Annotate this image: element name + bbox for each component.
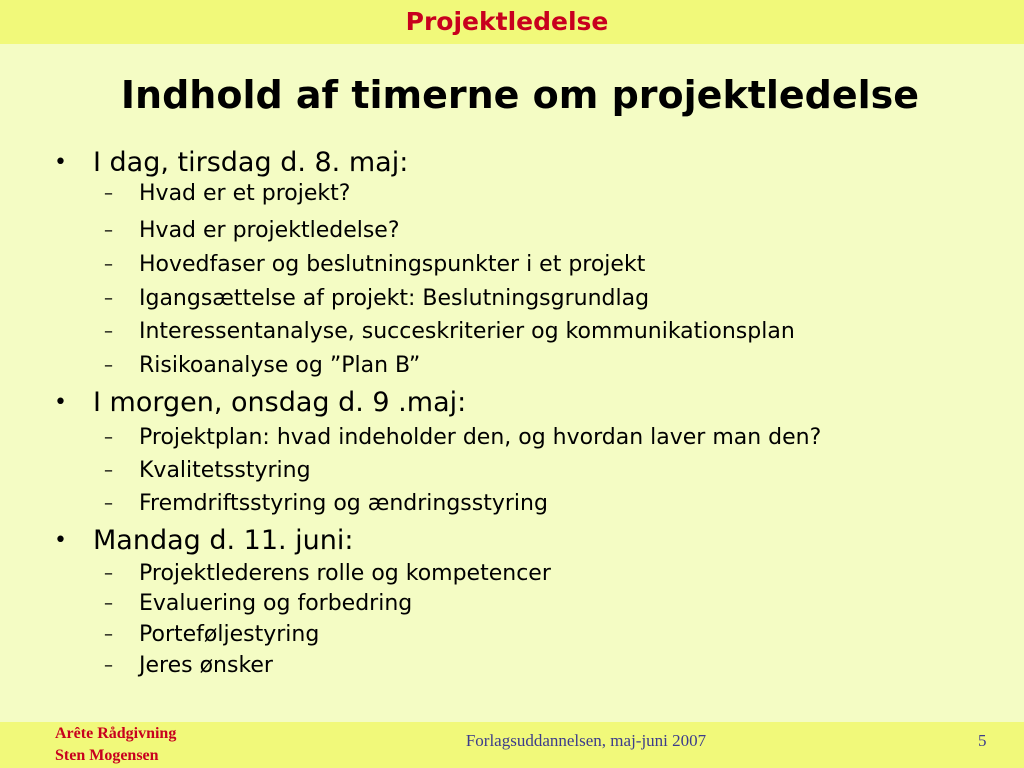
dash-icon: – bbox=[104, 355, 113, 376]
agenda-item-label: Projektplan: hvad indeholder den, og hvordan laver man den? bbox=[139, 425, 822, 450]
agenda-item-label: Jeres ønsker bbox=[139, 653, 273, 678]
bullet-icon: • bbox=[54, 528, 67, 553]
slide-title: Indhold af timerne om projektledelse bbox=[120, 73, 920, 117]
dash-icon: – bbox=[104, 563, 113, 584]
dash-icon: – bbox=[104, 254, 113, 275]
agenda-item-label: Porteføljestyring bbox=[139, 622, 320, 647]
dash-icon: – bbox=[104, 593, 113, 614]
agenda-item-label: Fremdriftsstyring og ændringsstyring bbox=[139, 491, 548, 516]
agenda-day-label: I dag, tirsdag d. 8. maj: bbox=[93, 147, 409, 178]
agenda-item-label: Igangsættelse af projekt: Beslutningsgrundlag bbox=[139, 286, 650, 311]
dash-icon: – bbox=[104, 427, 113, 448]
agenda-item-label: Hvad er projektledelse? bbox=[139, 218, 400, 243]
dash-icon: – bbox=[104, 655, 113, 676]
footer-company: Arête Rådgivning bbox=[55, 725, 177, 742]
dash-icon: – bbox=[104, 288, 113, 309]
dash-icon: – bbox=[104, 183, 113, 204]
dash-icon: – bbox=[104, 321, 113, 342]
agenda-item-label: Projektlederens rolle og kompetencer bbox=[139, 561, 551, 586]
header-title: Projektledelse bbox=[405, 7, 609, 36]
bullet-icon: • bbox=[54, 390, 67, 415]
agenda-item-label: Interessentanalyse, succeskriterier og kommunikationsplan bbox=[139, 319, 795, 344]
agenda-item-label: Hvad er et projekt? bbox=[139, 181, 351, 206]
agenda-item-label: Hovedfaser og beslutningspunkter i et projekt bbox=[139, 252, 646, 277]
dash-icon: – bbox=[104, 493, 113, 514]
dash-icon: – bbox=[104, 460, 113, 481]
dash-icon: – bbox=[104, 220, 113, 241]
agenda-item-label: Evaluering og forbedring bbox=[139, 591, 413, 616]
agenda-item-label: Kvalitetsstyring bbox=[139, 458, 311, 483]
footer-author: Sten Mogensen bbox=[55, 747, 159, 764]
footer-page-number: 5 bbox=[978, 731, 987, 750]
bullet-icon: • bbox=[54, 150, 67, 175]
agenda-day-label: Mandag d. 11. juni: bbox=[93, 525, 354, 556]
agenda-day-label: I morgen, onsdag d. 9 .maj: bbox=[93, 387, 467, 418]
footer-course: Forlagsuddannelsen, maj-juni 2007 bbox=[465, 731, 707, 750]
agenda-item-label: Risikoanalyse og ”Plan B” bbox=[139, 353, 421, 378]
dash-icon: – bbox=[104, 624, 113, 645]
